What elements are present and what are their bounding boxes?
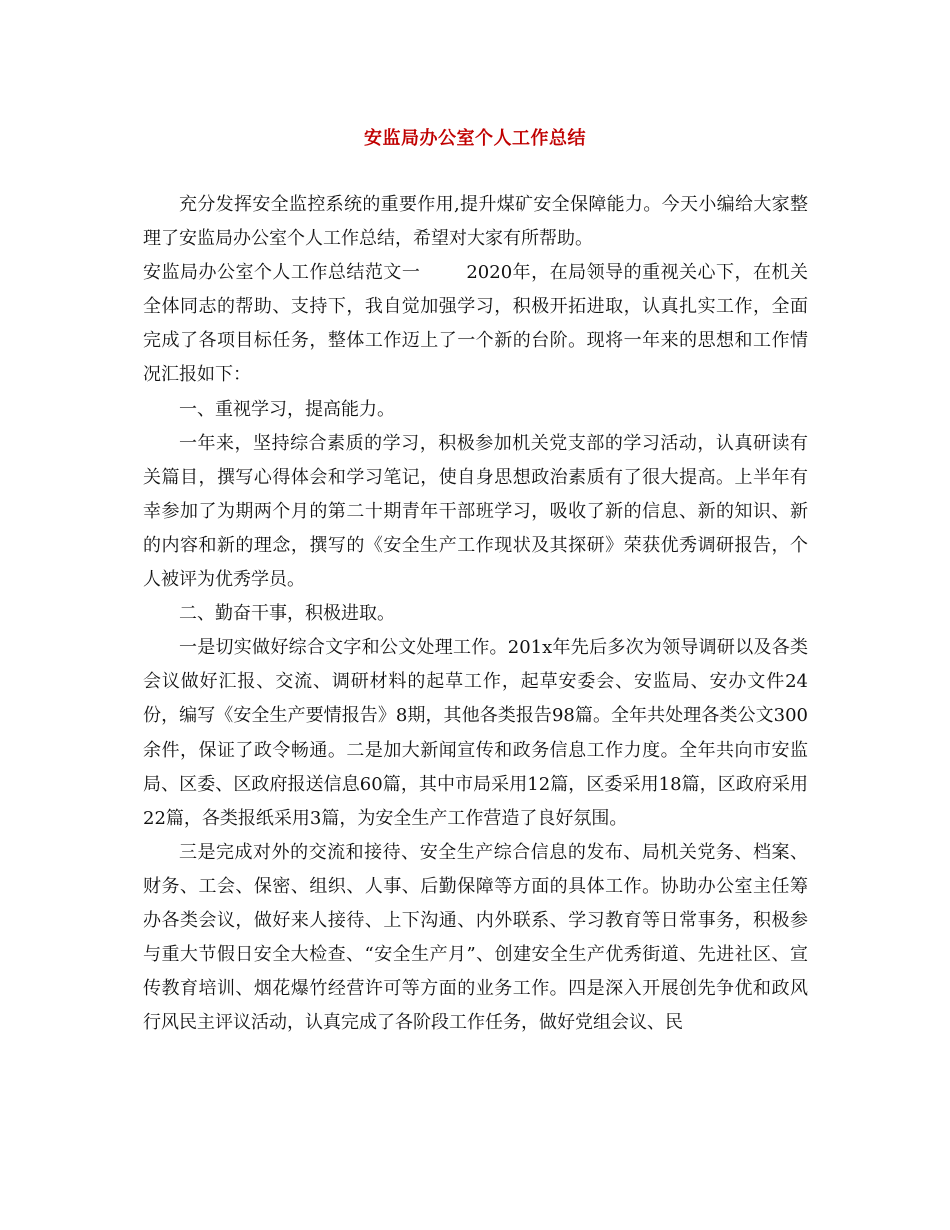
paragraph-3: 三是完成对外的交流和接待、安全生产综合信息的发布、局机关党务、档案、财务、工会、保密、组织、人事、后勤保障等方面的具体工作。协助办公室主任筹办各类会议，做好来人接待、上下沟通、内外联系、学习教育等日常事务，积极参与重大节假日安全大检查、“安全生产月”、创建安全生产优秀街道、先进社区、宣传教育培训、烟花爆竹经营许可等方面的业务工作。四是深入开展创先争优和政风行风民主评议活动，认真完成了各阶段工作任务，做好党组会议、民 <box>143 841 808 1034</box>
document-body <box>143 188 808 1040</box>
section-heading-2: 二、勤奋干事，积极进取。 <box>179 603 395 625</box>
section-heading-1: 一、重视学习，提高能力。 <box>179 398 395 420</box>
sample-paragraph <box>143 256 808 392</box>
paragraph-1: 一年来，坚持综合素质的学习，积极参加机关党支部的学习活动，认真研读有关篇目，撰写心得体会和学习笔记，使自身思想政治素质有了很大提高。上半年有幸参加了为期两个月的第二十期青年干部班学习，吸收了新的信息、新的知识、新的内容和新的理念，撰写的《安全生产工作现状及其探研》荣获优秀调研报告，个人被评为优秀学员。 <box>143 432 808 591</box>
paragraph-2: 一是切实做好综合文字和公文处理工作。201x年先后多次为领导调研以及各类会议做好汇报、交流、调研材料的起草工作，起草安委会、安监局、安办文件24份，编写《安全生产要情报告》8期，其他各类报告98篇。全年共处理各类公文300余件，保证了政令畅通。二是加大新闻宣传和政务信息工作力度。全年共向市安监局、区委、区政府报送信息60篇，其中市局采用12篇，区委采用18篇，区政府采用22篇，各类报纸采用3篇，为安全生产工作营造了良好氛围。 <box>143 637 808 829</box>
intro-paragraph: 充分发挥安全监控系统的重要作用,提升煤矿安全保障能力。今天小编给大家整理了安监局办公室个人工作总结，希望对大家有所帮助。 <box>143 194 808 250</box>
document-title: 安监局办公室个人工作总结 <box>364 128 586 149</box>
sample-label: 安监局办公室个人工作总结范文一 <box>143 262 421 284</box>
sample-text: 2020年，在局领导的重视关心下，在机关全体同志的帮助、支持下，我自觉加强学习，积极开拓进取，认真扎实工作，全面完成了各项目标任务，整体工作迈上了一个新的台阶。现将一年来的思想和工作情况汇报如下： <box>143 262 809 386</box>
